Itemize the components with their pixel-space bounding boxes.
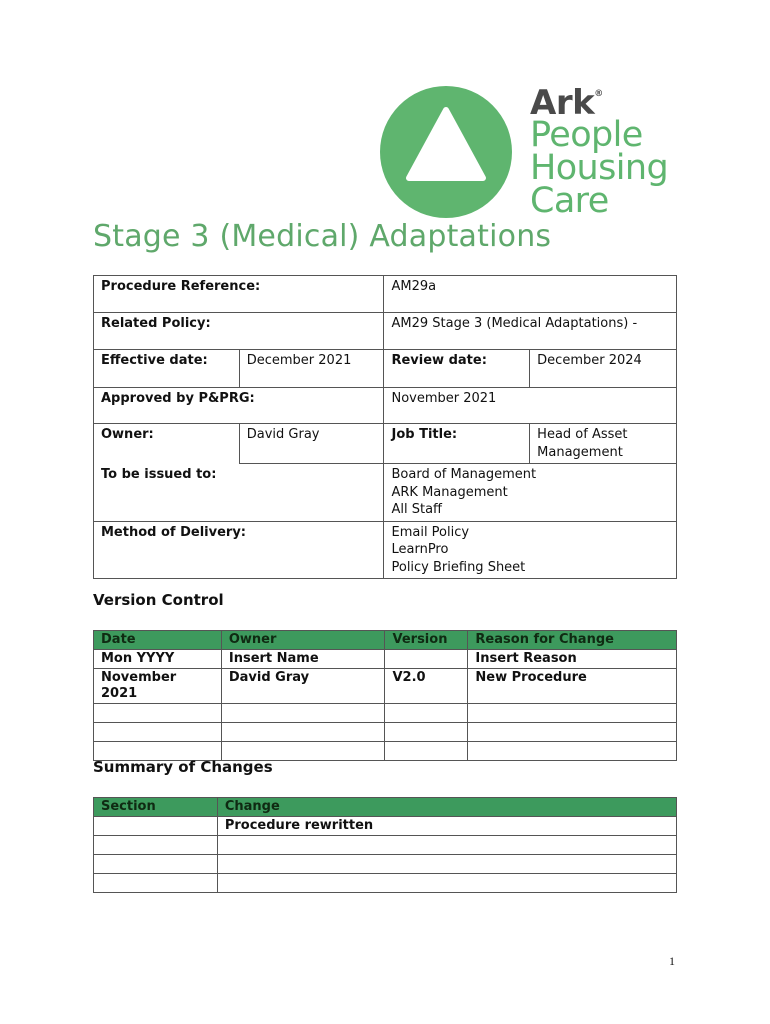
owner-label: Owner: — [94, 424, 240, 464]
delivery-item: Email Policy — [391, 524, 470, 540]
related-policy-value: AM29 Stage 3 (Medical Adaptations) - — [384, 313, 677, 350]
table-cell — [217, 855, 676, 874]
table-cell — [221, 704, 385, 723]
table-cell — [468, 723, 677, 742]
table-cell — [94, 704, 222, 723]
table-cell — [385, 704, 468, 723]
effective-date-label: Effective date: — [94, 350, 240, 388]
table-cell: November 2021 — [94, 669, 222, 704]
table-cell: V2.0 — [385, 669, 468, 704]
column-header: Version — [385, 631, 468, 650]
ark-logo — [380, 83, 680, 221]
table-cell — [385, 650, 468, 669]
issued-to-item: Board of Management — [391, 467, 537, 482]
logo-word-housing: Housing — [530, 148, 669, 188]
delivery-method-label: Method of Delivery: — [94, 521, 384, 579]
table-cell: New Procedure — [468, 669, 677, 704]
column-header: Owner — [221, 631, 385, 650]
page-title: Stage 3 (Medical) Adaptations — [93, 219, 552, 254]
approved-by-value: November 2021 — [384, 388, 677, 424]
delivery-item: LearnPro — [391, 542, 449, 557]
table-cell — [94, 723, 222, 742]
ark-triangle-logo-icon — [380, 86, 520, 218]
column-header: Section — [94, 798, 218, 817]
table-row — [94, 855, 677, 874]
summary-header-row — [94, 798, 677, 817]
job-title-value: Head of Asset Management — [530, 424, 677, 464]
table-cell: Insert Reason — [468, 650, 677, 669]
approved-by-label: Approved by P&PRG: — [94, 388, 384, 424]
table-cell: Procedure rewritten — [217, 817, 676, 836]
table-row — [94, 650, 677, 669]
owner-value: David Gray — [239, 424, 384, 464]
procedure-reference-value: AM29a — [384, 276, 677, 313]
table-row — [94, 817, 677, 836]
table-row — [94, 704, 677, 723]
logo-wordmark — [530, 83, 669, 221]
effective-date-value: December 2021 — [239, 350, 384, 388]
summary-of-changes-table — [93, 797, 677, 893]
table-cell: Insert Name — [221, 650, 385, 669]
procedure-info-table — [93, 275, 677, 579]
table-cell — [94, 855, 218, 874]
delivery-item: Policy Briefing Sheet — [391, 559, 526, 575]
procedure-reference-label: Procedure Reference: — [94, 276, 384, 313]
table-cell — [217, 874, 676, 893]
table-cell — [94, 874, 218, 893]
job-title-label: Job Title: — [384, 424, 530, 464]
column-header: Reason for Change — [468, 631, 677, 650]
related-policy-label: Related Policy: — [94, 313, 384, 350]
logo-brand: Ark® — [530, 83, 603, 123]
version-control-heading: Version Control — [93, 591, 224, 609]
logo-word-people: People — [530, 115, 643, 155]
table-row — [94, 836, 677, 855]
issued-to-value — [384, 464, 677, 522]
review-date-label: Review date: — [384, 350, 530, 388]
issued-to-item: ARK Management — [391, 484, 508, 500]
table-cell — [468, 704, 677, 723]
table-row — [94, 874, 677, 893]
issued-to-label: To be issued to: — [94, 464, 384, 522]
column-header: Date — [94, 631, 222, 650]
table-cell: David Gray — [221, 669, 385, 704]
summary-of-changes-heading: Summary of Changes — [93, 758, 273, 776]
table-cell — [468, 742, 677, 761]
table-cell — [385, 742, 468, 761]
logo-word-care: Care — [530, 181, 609, 221]
column-header: Change — [217, 798, 676, 817]
table-cell — [385, 723, 468, 742]
table-cell — [221, 723, 385, 742]
review-date-value: December 2024 — [530, 350, 677, 388]
issued-to-item: All Staff — [391, 502, 443, 517]
table-row — [94, 723, 677, 742]
table-row — [94, 669, 677, 704]
delivery-method-value — [384, 521, 677, 579]
table-cell: Mon YYYY — [94, 650, 222, 669]
version-control-header-row — [94, 631, 677, 650]
page-number: 1 — [669, 954, 675, 968]
table-cell — [217, 836, 676, 855]
table-cell — [94, 817, 218, 836]
table-cell — [94, 836, 218, 855]
version-control-table — [93, 630, 677, 761]
